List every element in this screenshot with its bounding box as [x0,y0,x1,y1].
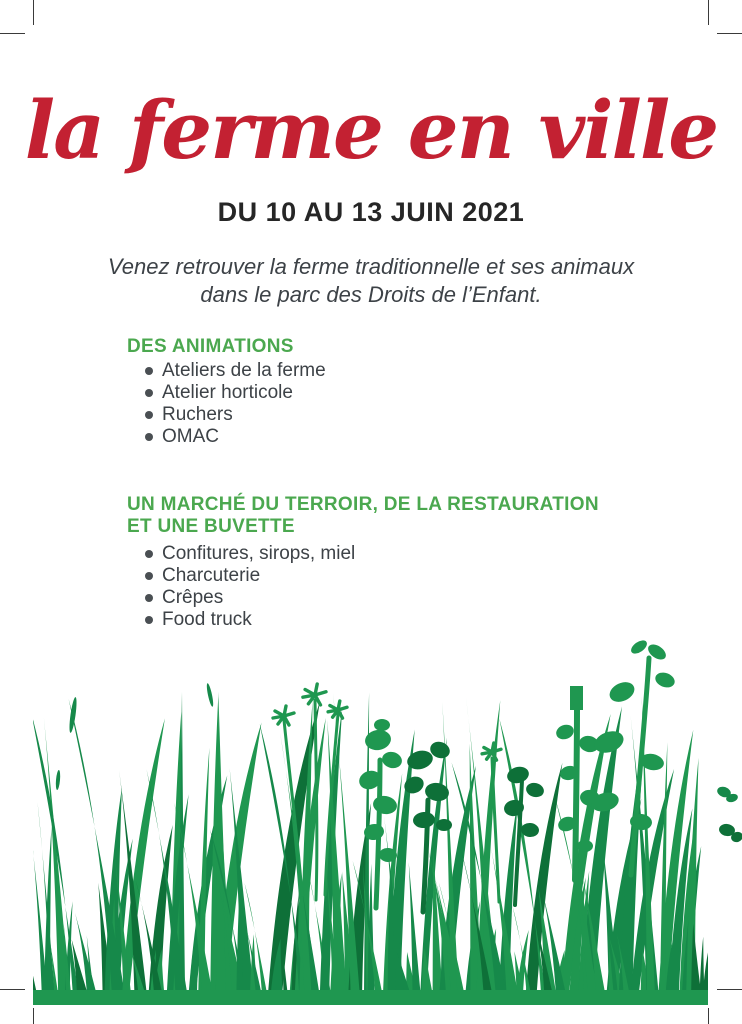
floating-leaves [716,785,742,844]
list-item-label: Charcuterie [162,565,261,586]
bullet-dot [145,367,153,375]
list-item [145,609,355,631]
event-dates: DU 10 AU 13 JUIN 2021 [217,197,525,227]
list-item-label: Ateliers de la ferme [162,360,326,381]
intro-text [0,253,742,309]
crop-mark-top-left-vertical [33,0,34,25]
bullet-dot [145,389,153,397]
bullet-dot [145,411,153,419]
crop-mark-top-right-vertical [708,0,709,25]
section-heading-market [127,494,599,538]
list-item [145,543,355,565]
list-item [145,382,326,404]
grass-base-band [33,990,708,1005]
market-heading-line-1: UN MARCHÉ DU TERROIR, DE LA RESTAURATION [127,494,599,515]
intro-line-1: Venez retrouver la ferme traditionnelle et ses animaux [107,254,635,279]
list-item-label: Ruchers [162,404,233,425]
crop-mark-top-right-horizontal [717,33,742,34]
market-heading-line-2: ET UNE BUVETTE [127,516,295,537]
bullet-dot [145,550,153,558]
grass-illustration [0,640,742,1024]
list-item-label: OMAC [162,426,219,447]
list-item-label: Crêpes [162,587,224,608]
list-item-label: Atelier horticole [162,382,293,403]
list-item [145,360,326,382]
bullet-dot [145,616,153,624]
list-item [145,587,355,609]
poster-title: la ferme en ville [24,83,718,177]
list-item [145,404,326,426]
section-heading-animations: DES ANIMATIONS [127,336,294,357]
bullet-dot [145,433,153,441]
market-list [145,543,355,631]
list-item-label: Food truck [162,609,252,630]
list-item [145,565,355,587]
bullet-dot [145,594,153,602]
list-item-label: Confitures, sirops, miel [162,543,356,564]
list-item [145,426,326,448]
intro-line-2: dans le parc des Droits de l’Enfant. [200,282,542,307]
bullet-dot [145,572,153,580]
animations-list [145,360,326,448]
crop-mark-top-left-horizontal [0,33,25,34]
